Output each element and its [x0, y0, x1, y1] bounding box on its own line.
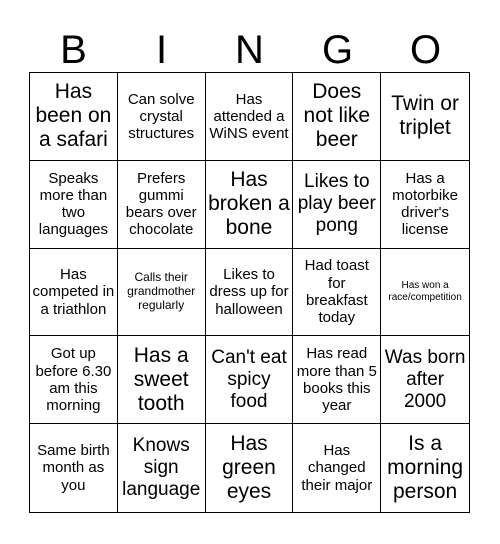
bingo-cell[interactable]: Has a sweet tooth: [118, 336, 206, 424]
bingo-cell[interactable]: Has read more than 5 books this year: [293, 336, 381, 424]
bingo-cell[interactable]: Has been on a safari: [30, 73, 118, 161]
bingo-cell[interactable]: Prefers gummi bears over chocolate: [118, 161, 206, 249]
bingo-cell[interactable]: Can solve crystal structures: [118, 73, 206, 161]
bingo-header: [30, 28, 470, 72]
header-letter-g: G: [321, 28, 355, 72]
bingo-cell[interactable]: Is a morning person: [387, 431, 464, 504]
bingo-cell[interactable]: Twin or triplet: [381, 73, 469, 161]
bingo-cell[interactable]: Has a motorbike driver's license: [381, 161, 469, 249]
bingo-cell[interactable]: Got up before 6.30 am this morning: [30, 336, 118, 424]
header-letter-i: I: [155, 28, 169, 72]
bingo-cell[interactable]: Had toast for breakfast today: [293, 249, 381, 337]
bingo-cell[interactable]: Can't eat spicy food: [206, 336, 294, 424]
bingo-cell[interactable]: Has green eyes: [206, 424, 294, 512]
bingo-card-grid: [29, 72, 470, 513]
bingo-cell[interactable]: Has broken a bone: [206, 161, 294, 249]
bingo-cell[interactable]: Was born after 2000: [381, 336, 469, 424]
bingo-cell[interactable]: Calls their grandmother regularly: [118, 249, 206, 337]
bingo-cell[interactable]: Likes to dress up for halloween: [206, 249, 294, 337]
bingo-cell[interactable]: Has changed their major: [293, 424, 381, 512]
bingo-cell[interactable]: Likes to play beer pong: [293, 161, 381, 249]
header-letter-o: O: [409, 28, 443, 72]
bingo-cell[interactable]: Has attended a WiNS event: [206, 73, 294, 161]
bingo-cell[interactable]: Same birth month as you: [30, 424, 118, 512]
bingo-cell[interactable]: Has competed in a triathlon: [30, 249, 118, 337]
header-letter-b: B: [60, 28, 88, 72]
bingo-cell[interactable]: Has won a race/competition: [381, 249, 469, 337]
header-letter-n: N: [235, 28, 265, 72]
bingo-cell[interactable]: Knows sign language: [118, 424, 206, 512]
bingo-cell[interactable]: Speaks more than two languages: [30, 161, 118, 249]
bingo-cell[interactable]: Does not like beer: [293, 73, 381, 161]
